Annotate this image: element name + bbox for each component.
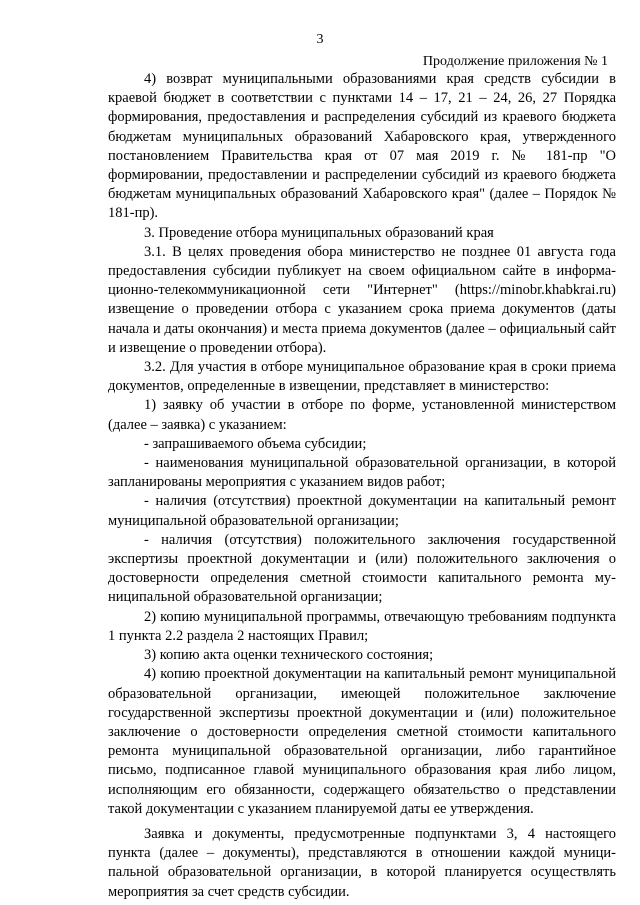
list-item-organization-name: - наименования муниципальной образовательной организации, в которой запланированы мероприятия с указанием видов работ; (108, 455, 616, 491)
paragraph-3-2: 3.2. Для участия в отборе муниципальное образование края в сроки приема документов, определенные в извещении, представляет в министерство: (108, 359, 616, 395)
paragraph-subitem-2-program-copy: 2) копию муниципальной программы, отвечающую требованиям подпункта 1 пункта 2.2 раздела 2 настоящих Правил; (108, 608, 616, 644)
list-item-expert-conclusion: - наличия (отсутствия) положительного заключения государственной экспертизы проектной документации и (или) положительного заключения о достоверности определения сметной стоимости капитального ремонта муниципальной образовательной организации; (108, 531, 616, 606)
appendix-continuation-note: Продолжение приложения № 1 (422, 54, 608, 69)
page-number: 3 (316, 32, 324, 47)
paragraph-3-1: 3.1. В целях проведения обора министерство не позднее 01 августа года предоставления субсидии публикует на своем официальном сайте в информационно-телекоммуникационной сети "Интернет" (https://minobr.khabkrai.ru) извещение о проведении отбора с указанием срока приема документов (даты начала и даты окончания) и места приема документов (далее – официальный сайт и извещение о проведении отбора). (108, 243, 616, 356)
document-body (108, 70, 616, 902)
paragraph-item-4-subsidy-return: 4) возврат муниципальными образованиями края средств субсидии в краевой бюджет в соответствии с пунктами 14 – 17, 21 – 24, 26, 27 Порядка формирования, предоставления и распределения субсидий из краевого бюджета бюджетам муниципальных образований Хабаровского края, утвержденного постановлением Правительства края от 07 мая 2019 г. № 181-пр "О формировании, предоставлении и распределении субсидий из краевого бюджета бюджетам муниципальных образований Хабаровского края" (далее – Порядок № 181-пр). (108, 71, 616, 222)
paragraph-subitem-1-application: 1) заявку об участии в отборе по форме, установленной министерством (далее – заявка) с указанием: (108, 397, 616, 433)
list-item-subsidy-amount: - запрашиваемого объема субсидии; (144, 435, 367, 452)
paragraph-subitem-3-inspection-act: 3) копию акта оценки технического состояния; (144, 647, 434, 664)
list-item-project-documentation: - наличия (отсутствия) проектной документации на капитальный ремонт муниципальной образовательной организации; (108, 493, 616, 529)
paragraph-documents-submission: Заявка и документы, предусмотренные подпунктами 3, 4 настоящего пункта (далее – документы), представляются в отношении каждой муниципальной образовательной организации, в которой планируется осуществлять мероприятия за счет средств субсидии. (108, 825, 616, 900)
section-heading-3: 3. Проведение отбора муниципальных образований края (144, 224, 494, 241)
paragraph-subitem-4-project-docs: 4) копию проектной документации на капитальный ремонт муниципальной образовательной организации, имеющей положительное заключение государственной экспертизы проектной документации и (или) положительное заключение о достоверности определения сметной стоимости капитального ремонта муниципальной образовательной организации, либо гарантийное письмо, подписанное главой муниципального образования края либо лицом, исполняющим его обязанности, содержащего обязательство о представлении такой документации с указанием планируемой даты ее утверждения. (108, 666, 616, 817)
